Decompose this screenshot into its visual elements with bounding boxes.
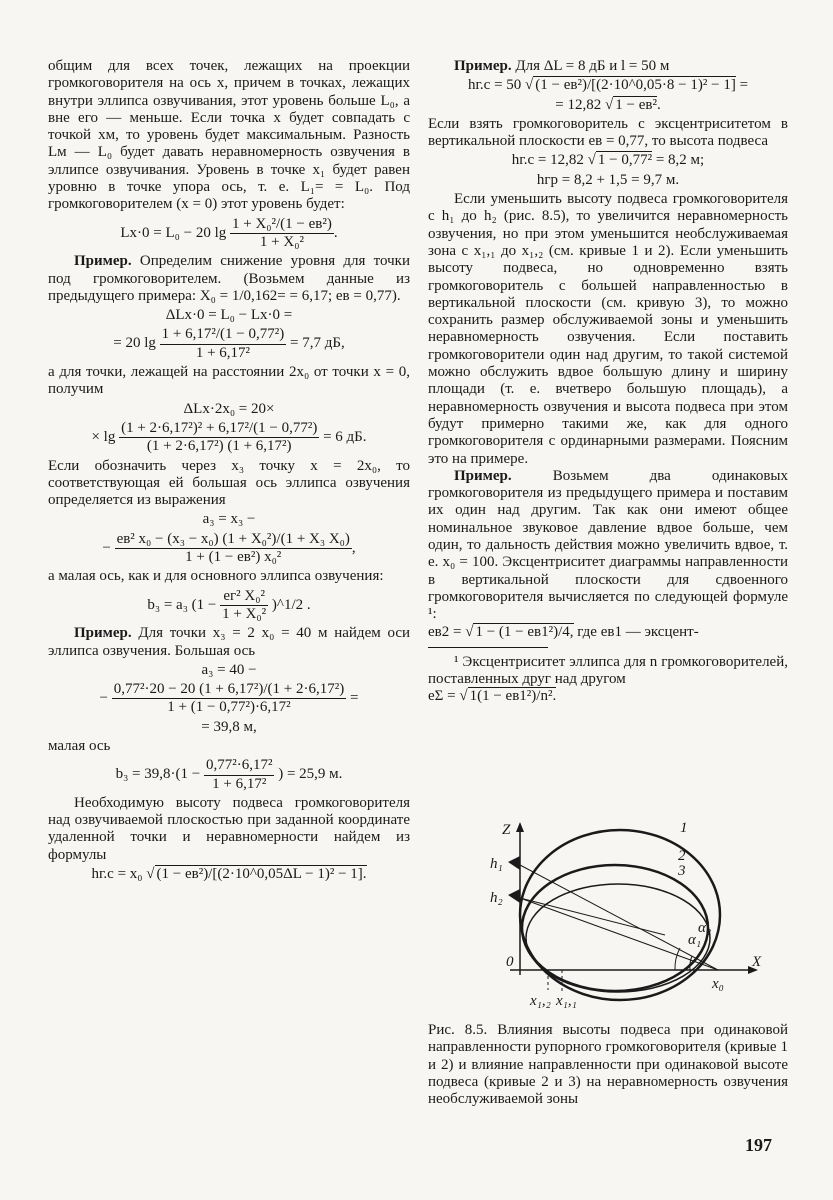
paragraph: общим для всех точек, лежащих на проекции громкоговорителя на ось x, причем в точках, лежащих внутри эллипса озвучивания, этот уровень больше L₀, а вне его — меньше. Если точка x будет совпадать с точкой xм, то уровень будет максимальным. Разность Lм — L₀ будет давать неравномерность озвучения в эллипсе озвучивания. Уровень в точке x₁ будет равен уровню в точке упора ось, т. е. L₁= = L₀. Под громкоговорителем (x = 0) этот уровень будет:: [48, 58, 410, 213]
label-origin: 0: [506, 954, 514, 970]
equation-a3-numeric-fraction: − $\frac{\text{0,77²·20 − 20 (1 + 6,17²)/(1 + 2·6,17²)}}{\text{1 + (1 − 0,77²)·6,17²}}$ =: [99, 681, 359, 716]
footnote-equation: eΣ = √ 1(1 − eв1²)/n².: [428, 688, 557, 705]
label-x12: x₁,₂: [530, 993, 551, 1009]
equation-hgr: hгр = 8,2 + 1,5 = 9,7 м.: [536, 171, 680, 188]
label-h2: h₂: [490, 890, 503, 906]
footnote-rule: [428, 647, 548, 648]
example-paragraph: Пример. Возьмем два одинаковых громкоговорителя из предыдущего примера и поставим их один над другим. Так как они имеют общее номинальное звуковое давление вдвое больше, чем один, то дальность действия можно увеличить вдвое, т. е. x₀ = 100. Эксцентриситет диаграммы направленности в вертикальной плоскости для сдвоенного громкоговорителя вычисляется по следующей формуле ¹:: [428, 467, 788, 623]
equation-a3: a₃ = x₃ −: [202, 511, 256, 528]
page-number: 197: [745, 1135, 772, 1155]
label-z: Z: [502, 822, 511, 838]
equation-delta-l-value: = 20 lg $\frac{\text{1 + 6,17²/(1 − 0,77²)}}{\text{1 + 6,17²}}$ = 7,7 дБ,: [113, 326, 345, 361]
angle-arc-2: [675, 948, 680, 970]
label-curve-2: 2: [678, 848, 686, 864]
left-column: [48, 58, 410, 885]
label-h1: h₁: [490, 856, 503, 872]
example-paragraph: Пример. Для точки x₃ = 2 x₀ = 40 м найдем оси эллипса озвучения. Большая ось: [48, 625, 410, 659]
figure-8-5: [490, 820, 770, 1020]
label-x0: x₀: [712, 976, 724, 992]
equation-delta-l: ΔLx·0 = L₀ − Lx·0 =: [165, 307, 293, 324]
equation-delta-l-2x0: ΔLx·2x₀ = 20×: [183, 400, 275, 417]
arrow-z: [516, 822, 524, 832]
label-alpha-1: α₁: [688, 932, 702, 948]
equation-b3: b₃ = a₃ (1 − $\frac{\text{eг² X₀²}}{\text{1 + X₀²}}$ )^1/2 .: [147, 587, 311, 622]
paragraph: а для точки, лежащей на расстоянии 2x₀ от точки x = 0, получим: [48, 364, 410, 398]
equation-a3-fraction: − $\frac{\text{eв² x₀ − (x₃ − x₀) (1 + X₀²)/(1 + X₃ X₀)}}{\text{1 + (1 − eв²) x₀²}}$ ,: [102, 530, 356, 566]
paragraph: Необходимую высоту подвеса громкоговорителя над озвучиваемой плоскостью при заданной координате удаленной точки и неравномерности найдем из формулы: [48, 794, 410, 863]
equation-hgc: hг.с = 12,82 √ 1 − 0,77² = 8,2 м;: [511, 152, 705, 169]
equation-eccentricity: eв2 = √ 1 − (1 − eв1²)/4, где eв1 — эксцент-: [428, 623, 699, 640]
paragraph: Если взять громкоговоритель с эксцентриситетом в вертикальной плоскости eв = 0,77, то высота подвеса: [428, 115, 788, 150]
equation-height-example: hг.с = 50 √ (1 − eв²)/[(2·10^0,05·8 − 1)² − 1] =: [467, 77, 749, 94]
paragraph: Если обозначить через x₃ точку x = 2x₀, то соответствующая ей большая ось эллипса озвучения определяется из выражения: [48, 457, 410, 509]
equation-a3-numeric: a₃ = 40 −: [201, 661, 257, 678]
curve-3: [526, 884, 710, 992]
example-paragraph: Пример. Определим снижение уровня для точки под громкоговорителем. (Возьмем данные из предыдущего примера: X₀ = 1/0,162= = 6,17; eв = 0,77).: [48, 253, 411, 304]
equation-height-example-result: = 12,82 √ 1 − eв².: [555, 96, 661, 113]
figure-caption: Рис. 8.5. Влияния высоты подвеса при одинаковой направленности рупорного громкоговорителя (кривые 1 и 2) и влияние направленности при одинаковой высоте подвеса (кривые 2 и 3) на неравномерность озвучения необслуживаемой зоны: [428, 1022, 788, 1108]
footnote: ¹ Эксцентриситет эллипса для n громкоговорителей, поставленных друг над другом: [428, 653, 788, 688]
equation-b3-numeric: b₃ = 39,8·(1 − $\frac{\text{0,77²·6,17²}}{\text{1 + 6,17²}}$ ) = 25,9 м.: [115, 757, 343, 792]
ray-h1: [520, 865, 718, 970]
paragraph: а малая ось, как и для основного эллипса озвучения:: [48, 568, 384, 585]
speaker-h1: [508, 856, 520, 870]
equation-delta-l-2x0-value: × lg $\frac{\text{(1 + 2·6,17²)² + 6,17²/(1 − 0,77²)}}{\text{(1 + 2·6,17²) (1 + 6,17²)}}$ = 6 дБ.: [91, 419, 367, 455]
equation-a3-result: = 39,8 м,: [201, 718, 257, 735]
label-curve-1: 1: [680, 820, 688, 836]
right-column: [428, 58, 788, 706]
label-x: X: [752, 954, 762, 970]
label-curve-3: 3: [678, 863, 686, 879]
paragraph: Если уменьшить высоту подвеса громкоговорителя с h₁ до h₂ (рис. 8.5), то увеличится неравномерность озвучения, но при этом уменьшится необслуживаемая зона с x₁,₁ до x₁,₂ (см. кривые 1 и 2). Если уменьшить высоту подвеса, но одновременно взять громкоговоритель с большей направленностью в вертикальной плоскости (см. кривую 3), то можно сохранить размер обслуживаемой зоны и уменьшить неравномерность озвучения. Если поставить громкоговорители один над другим, то такой системой можно обслужить вдвое большую длину и ширину площади (т. е. вчетверо большую площадь), а неравномерность озвучения и высота подвеса при этом будут примерно такими же, как для одного громкоговорителя с ординарными размерами. Поясним это на примере.: [428, 191, 788, 467]
equation-level-under-speaker: Lx·0 = L₀ − 20 lg $\frac{\text{1 + X₀²/(1 − eв²)}}{\text{1 + X₀²}}$ .: [120, 215, 338, 250]
label-alpha-2: α₂: [698, 920, 712, 936]
label-x11: x₁,₁: [556, 993, 577, 1009]
equation-height: hг.с = x₀ √ (1 − eв²)/[(2·10^0,05ΔL − 1)² − 1].: [91, 866, 367, 883]
paragraph: малая ось: [48, 737, 111, 754]
speaker-h2: [508, 889, 520, 903]
example-paragraph: Пример. Для ΔL = 8 дБ и l = 50 м: [454, 58, 670, 74]
